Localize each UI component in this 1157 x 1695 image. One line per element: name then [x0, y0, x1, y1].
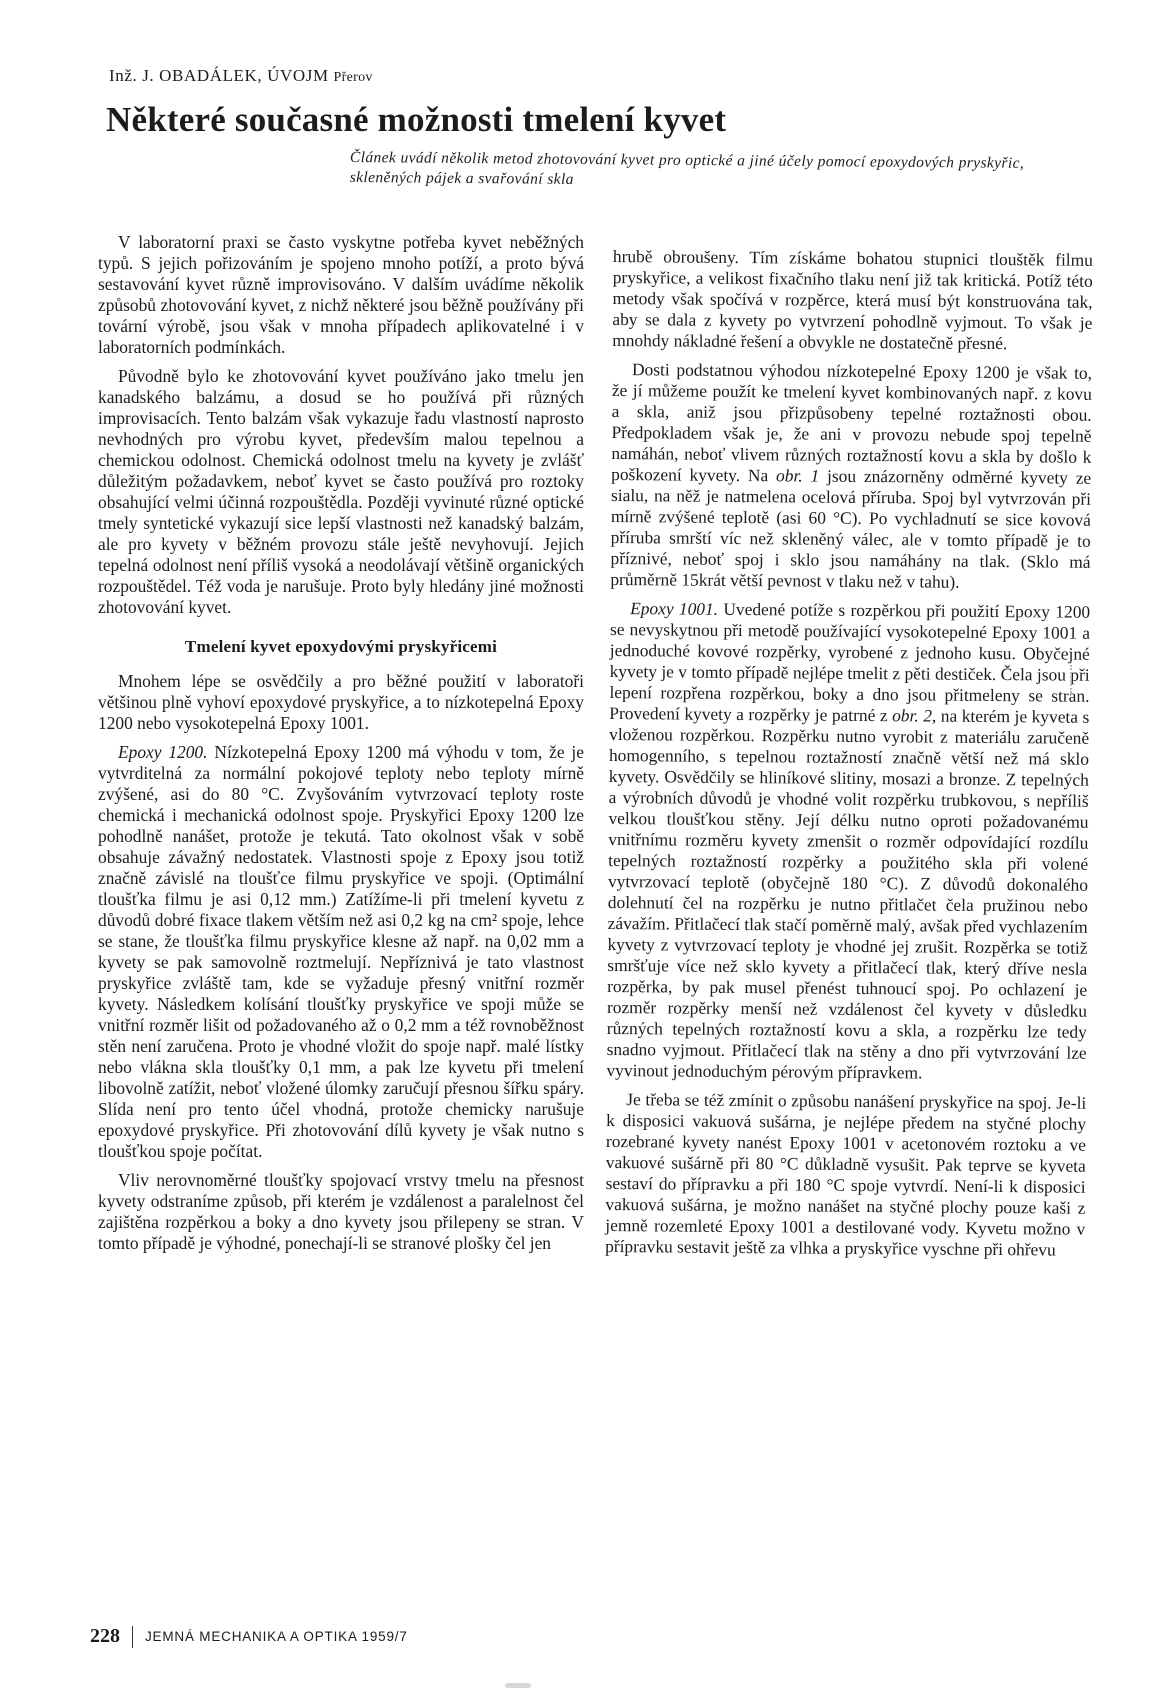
paragraph [98, 742, 584, 1162]
scan-mark [1070, 665, 1074, 693]
paragraph: hrubě obroušeny. Tím získáme bohatou stupnici tlouštěk filmu pryskyřice, a velikost fixačního tlaku není již tak kritická. Potíž této metody však spočívá v rozpěrce, která musí být konstruována tak, aby se dala z kyvety po vytvrzení pohodlně vyjmout. To však je mnohdy nákladné řešení a obvykle ne dostatečně přesné. [612, 246, 1093, 354]
figure-ref: obr. 1 [776, 465, 820, 486]
paragraph [606, 598, 1090, 1085]
figure-ref: obr. 2 [892, 705, 933, 726]
footer-divider [132, 1626, 133, 1648]
section-heading: Tmelení kyvet epoxydovými pryskyřicemi [184, 637, 498, 656]
paragraph-text: jsou znázorněny odměrné kyvety ze sialu, na něž je natmelena ocelová příruba. Spoj byl vytvrzován při mírně zvýšené teplotě (asi 60 °C). Po vychladnutí se sice kovová příruba smrští víc než skleněný válec, ale v tomto případě je to příznivé, neboť spoj i sklo jsou namáhány na tlak. (Sklo má průměrně 15krát větší pevnost v tlaku než v tahu). [610, 465, 1092, 592]
left-column [98, 232, 584, 1262]
paragraph: Mnohem lépe se osvědčily a pro běžné použití v laboratoři většinou plně vyhoví epoxydové pryskyřice, a to nízkotepelná Epoxy 1200 nebo vysokotepelná Epoxy 1001. [98, 671, 584, 733]
paragraph-text: Dosti podstatnou výhodou nízkotepelné Epoxy 1200 je však to, že jí můžeme použít ke tmelení kyvet kombinovaných např. z kovu a skla, aniž jsou přizpůsobeny tepelné roztažnosti obou. Předpokladem však je, že ani v provozu nebude spoj tepelně namáhán, neboť vlivem různých roztažností kovu a skla by došlo k poškození kyvety. Na [611, 359, 1093, 486]
author-line [109, 66, 373, 86]
paragraph: Původně bylo ke zhotovování kyvet používáno jako tmelu jen kanadského balzámu, a dosud se ho používá při různých improvisacích. Tento balzám však vykazuje řadu vlastností naprosto nevhodných pro výrobu kyvet, především malou tepelnou a chemickou odolnost. Chemická odolnost tmelu na kyvety je zvlášť důležitým požadavkem, neboť kyvet se často používá pro roztoky obsahující velmi účinná rozpouštědla. Později vyvinuté různé optické tmely syntetické vykazují sice lepší vlastnosti než kanadský balzám, ale pro kyvety v běžném provozu stále ještě nevyhovují. Jejich tepelná odolnost není příliš vysoká a neodolávají většině organických rozpouštědel. Též voda je narušuje. Proto byly hledány jiné možnosti zhotovování kyvet. [98, 366, 584, 617]
page-number: 228 [90, 1625, 120, 1647]
paragraph: V laboratorní praxi se často vyskytne potřeba kyvet neběžných typů. S jejich pořizováním je spojeno mnoho potíží, a proto bývá sestavování kyvet různě improvisováno. V dalším uvádíme několik způsobů zhotovování kyvet, z nichž některé jsou běžně používány při tovární výrobě, jsou však v mnoha případech aplikovatelné i v laboratorních podmínkách. [98, 232, 584, 357]
page-footer [90, 1625, 408, 1648]
article-title: Některé současné možnosti tmelení kyvet [106, 100, 727, 139]
paragraph: Vliv nerovnoměrné tloušťky spojovací vrstvy tmelu na přesnost kyvety odstraníme způsob, při kterém je vzdálenost a paralelnost čel zajištěna rozpěrkou a boky a dno kyvety jsou přilepeny se stran. V tomto případě je výhodné, ponechají-li se stranové plošky čel jen [98, 1170, 584, 1253]
article-abstract: Článek uvádí několik metod zhotovování kyvet pro optické a jiné účely pomocí epoxydových pryskyřic, skleněných pájek a svařování skla [349, 148, 1025, 188]
scan-smudge [505, 1683, 531, 1688]
paragraph [610, 359, 1092, 594]
paragraph-lead: Epoxy 1001. [630, 598, 719, 619]
paragraph-text: Nízkotepelná Epoxy 1200 má výhodu v tom, že je vytvrditelná za normální pokojové teploty nebo teploty mírně zvýšené, asi do 80 °C. Zvyšováním vytvrzovací teploty roste chemická i mechanická odolnost spoje. Pryskyřici Epoxy 1200 lze pohodlně nanášet, protože je tekutá. Tato okolnost však v sobě obsahuje závažný nedostatek. Vlastnosti spoje z Epoxy jsou totiž značně závislé na tloušťce filmu pryskyřice ve spoji. (Optimální tloušťka filmu je asi 0,12 mm.) Zatížíme-li při tmelení kyvetu z důvodů dobré fixace tlakem větším než asi 0,2 kg na cm² spoje, lehce se stane, že tloušťka filmu pryskyřice klesne až např. na 0,02 mm a kyvety se pak samovolně roztmelují. Nepříznivá je tato vlastnost pryskyřice zvláště tam, kde se vyžaduje přesný vnitřní rozměr kyvety. Následkem kolísání tloušťky pryskyřice ve spoji může se vnitřní rozměr lišit od požadovaného až o 0,2 mm a též rovnoběžnost stěn není zaručena. Proto je vhodné vložit do spoje např. malé lístky nebo vlákna skla tloušťky 0,1 mm, a pak lze kyvetu při tmelení libovolně zatížit, neboť vložené úlomky zaručují přesnou šířku spáry. Slída není pro tento účel vhodná, protože chemicky narušuje epoxydové pryskyřice. Při zhotovování dílů kyvety je však nutno s tloušťkou spoje počítat. [98, 742, 584, 1161]
paragraph-text: , na kterém je kyveta s vloženou rozpěrkou. Rozpěrku nutno vyrobit z materiálu zaručeně homogenního, s tepelnou roztažností značně větší než má sklo kyvety. Osvědčily se hliníkové slitiny, mosazi a bronze. Z tepelných a výrobních důvodů je vhodné volit rozpěrku trubkovou, s nepříliš velkou tloušťkou stěny. Její délku nutno oproti požadovanému vnitřnímu rozměru kyvety zmenšit o rozměr odpovídající rozdílu tepelných roztažností rozpěrky a použitého skla při volené vytvrzovací teplotě (obyčejně 180 °C). Z důvodů dokonalého dolehnutí čel na rozpěrku je nutno přitlačet čela pružinou nebo závažím. Přitlačecí tlak stačí poměrně malý, avšak před vychlazením kyvety z vytvrzovací teploty je vhodné jej zrušit. Rozpěrka se totiž smršťuje více než sklo kyvety a přitlačecí tlak, který dříve nesla rozpěrka, by pak musel přenést tuhnoucí spoj. Po ochlazení je rozměr rozpěrky menší než vzdálenost čel kyvety v důsledku různých tepelných roztažností kovu a skla, a rozpěrku lze tedy snadno vyjmout. Přitlačecí tlak na stěny a dno při vytvrzování lze vyvinout jednoduchým pérovým přípravkem. [606, 705, 1090, 1083]
paragraph-text: Uvedené potíže s rozpěrkou při použití Epoxy 1200 se nevyskytnou při metodě používající vysokotepelné Epoxy 1001 a jednoduché kovové rozpěrky, vyrobené z jednoho kusu. Obyčejné kyvety je v tomto případě nejlépe tmelit z pěti destiček. Čela jsou při lepení rozpřena rozpěrkou, boky a dno jsou přitmeleny se stran. Provedení kyvety a rozpěrky je patrné z [609, 598, 1091, 726]
paragraph: Je třeba se též zmínit o způsobu nanášení pryskyřice na spoj. Je-li k disposici vakuová sušárna, je nejlépe předem na styčné plochy rozebrané kyvety nanést Epoxy 1001 v acetonovém roztoku a ve vakuové sušárně při 80 °C důkladně vysušit. Pak teprve se kyveta sestaví do přípravku a při 180 °C spoje vytvrdí. Není-li k disposici vakuová sušárna, je možno nanášet na styčné plochy pouze kaši z jemně rozemleté Epoxy 1001 a destilované vody. Kyvetu možno v přípravku sestavit ještě za vlhka a pryskyřice vyschne při ohřevu [605, 1089, 1087, 1260]
journal-name: JEMNÁ MECHANIKA A OPTIKA 1959/7 [145, 1629, 408, 1644]
right-column [605, 246, 1093, 1269]
author-city: Přerov [333, 70, 373, 85]
paragraph-lead: Epoxy 1200. [118, 742, 208, 762]
authors: Inž. J. OBADÁLEK, ÚVOJM [109, 66, 329, 85]
